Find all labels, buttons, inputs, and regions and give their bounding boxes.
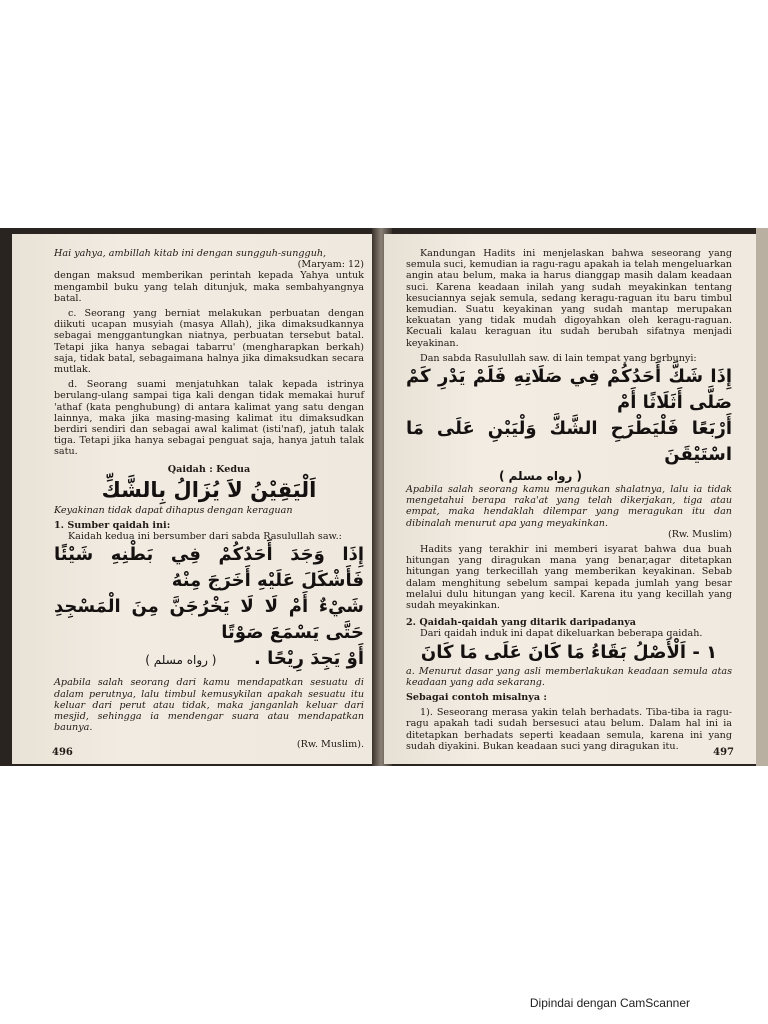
qaidah-arabic: اَلْيَقِيْنُ لاَ يُزَالُ بِالشَّكِّ <box>101 477 317 502</box>
section-title: 2. Qaidah-qaidah yang ditarik daripadanya <box>406 617 637 629</box>
hadith-arabic-line: إِذَا وَجَدَ أَحَدُكُمْ فِي بَطْنِهِ شَيْئًا فَأَشْكَلَ عَلَيْهِ أَخَرَجَ مِنْهُ <box>54 544 364 592</box>
header-verse: Hai yahya, ambillah kitab ini dengan sungguh-sungguh, <box>54 248 327 259</box>
scanner-watermark: Dipindai dengan CamScanner <box>529 996 690 1010</box>
left-page <box>12 234 378 764</box>
translation: Apabila salah seorang dari kamu mendapatkan sesuatu di dalam perutnya, lalu timbul kemusykilan apakah sesuatu itu keluar dari perut atau tidak, maka janganlah keluar dari mesjid, sehingga ia mendengar suara atau mendapatkan baunya. <box>54 677 364 734</box>
right-page <box>384 234 756 764</box>
page-number: 496 <box>52 747 73 758</box>
rule-text: a. Menurut dasar yang asli memberlakukan keadaan semula atas keadaan yang ada sekarang. <box>406 665 732 688</box>
paragraph: Dari qaidah induk ini dapat dikeluarkan beberapa qaidah. <box>420 628 703 640</box>
page-edge <box>756 228 768 766</box>
paragraph: d. Seorang suami menjatuhkan talak kepada istrinya berulang-ulang sampai tiga kali dengan tidak memakai huruf 'athaf (kata penghubung) di antara kalimat yang satu dengan lainnya, maka jika masing-masing kalimat itu dimaksudkan berdiri sendiri dan sebagai awal kalimat (isti'naf), jatuh talak tiga. Tetapi jika hanya sebagai penguat saja, hanya jatuh talak satu. <box>54 379 364 458</box>
translation: Apabila salah seorang kamu meragukan shalatnya, lalu ia tidak mengetahui berapa raka'at yang telah dikerjakan, tiga atau empat, maka hendaklah dilempar yang meragukan itu dan dibinalah menurut apa yang meyakinkan. <box>406 484 732 529</box>
example-title: Sebagai contoh misalnya : <box>406 692 547 704</box>
scanned-book-spread <box>0 228 768 766</box>
qaidah-translation: Keyakinan tidak dapat dihapus dengan keraguan <box>54 504 293 516</box>
paragraph: c. Seorang yang berniat melakukan perbuatan dengan diikuti ucapan musyiah (masya Allah), jika dimaksudkannya sebagai menggantungkan niatnya, perbuatan tersebut batal. Tetapi jika hanya sebagai tabarru' (mengharapkan berkah) saja, tidak batal, sebagaimana halnya jika dimaksudkan secara mutlak. <box>54 308 364 376</box>
paragraph: Kandungan Hadits ini menjelaskan bahwa seseorang yang semula suci, kemudian ia ragu-ragu apakah ia telah mengeluarkan angin atau belum, maka ia harus dianggap masih dalam keadaan suci. Karena keadaan inilah yang sudah meyakinkan tentang kesuciannya sejak semula, sedang keragu-raguan itu baru timbul kemudian. Suatu keyakinan yang sudah mantap merupakan kekuatan yang tidak mudah digoyahkan oleh keragu-raguan. Kecuali kalau keraguan itu sudah berubah sifatnya menjadi keyakinan. <box>406 248 732 349</box>
header-reference: (Maryam: 12) <box>297 259 364 271</box>
hadith-arabic-line: شَيْءٌ أَمْ لَا لَا يَخْرُجَنَّ مِنَ الْمَسْجِدِ حَتَّى يَسْمَعَ صَوْتًا <box>54 596 364 644</box>
paragraph: Dan sabda Rasulullah saw. di lain tempat yang berbunyi: <box>420 352 697 364</box>
hadith-source-arabic: ( رواه مسلم ) <box>498 469 582 484</box>
hadith-arabic-text: أَوْ يَجِدَ رِيْحًا . <box>254 648 364 670</box>
page-number: 497 <box>713 747 734 758</box>
rule-arabic: ١ - اَلْأَصْلُ بَقَاءُ مَا كَانَ عَلَى مَا كَانَ <box>420 641 718 663</box>
example-text: 1). Seseorang merasa yakin telah berhadats. Tiba-tiba ia ragu-ragu apakah tadi sudah bersesuci atau belum. Dalam hal ini ia ditetapkan berhadats seperti keadaan semula, karena ini yang sudah diyakini. Bukan keadaan suci yang diragukan itu. <box>406 707 732 752</box>
paragraph: Hadits yang terakhir ini memberi isyarat bahwa dua buah hitungan yang diragukan mana yang benar,agar ditetapkan hitungan yang terkecillah yang memberikan keyakinan. Sebab dalam menghitung sebelum sampai kepada jumlah yang besar melalui dulu hitungan yang kecil. Karena itu yang kecillah yang sudah meyakinkan. <box>406 544 732 612</box>
source: (Rw. Muslim) <box>667 528 732 540</box>
paragraph: Kaidah kedua ini bersumber dari sabda Rasulullah saw.: <box>68 531 342 543</box>
qaidah-title: Qaidah : Kedua <box>167 463 251 475</box>
section-title: 1. Sumber qaidah ini: <box>54 520 171 532</box>
hadith-source-arabic: ( رواه مسلم ) <box>145 653 217 668</box>
source: (Rw. Muslim). <box>296 739 364 751</box>
paragraph: dengan maksud memberikan perintah kepada Yahya untuk mengambil buku yang telah ditunjuk, maka sembahyangnya batal. <box>54 270 364 304</box>
hadith-arabic-line: إِذَا شَكَّ أَحَدُكُمْ فِي صَلَاتِهِ فَلَمْ يَدْرِ كَمْ صَلَّى أَثَلَاثًا أَمْ <box>406 366 732 414</box>
hadith-arabic-line <box>54 646 364 673</box>
hadith-arabic-line: أَرْبَعًا فَلْيَطْرَحِ الشَّكَّ وَلْيَبْنِ عَلَى مَا اسْتَيْقَنَ <box>406 418 732 466</box>
